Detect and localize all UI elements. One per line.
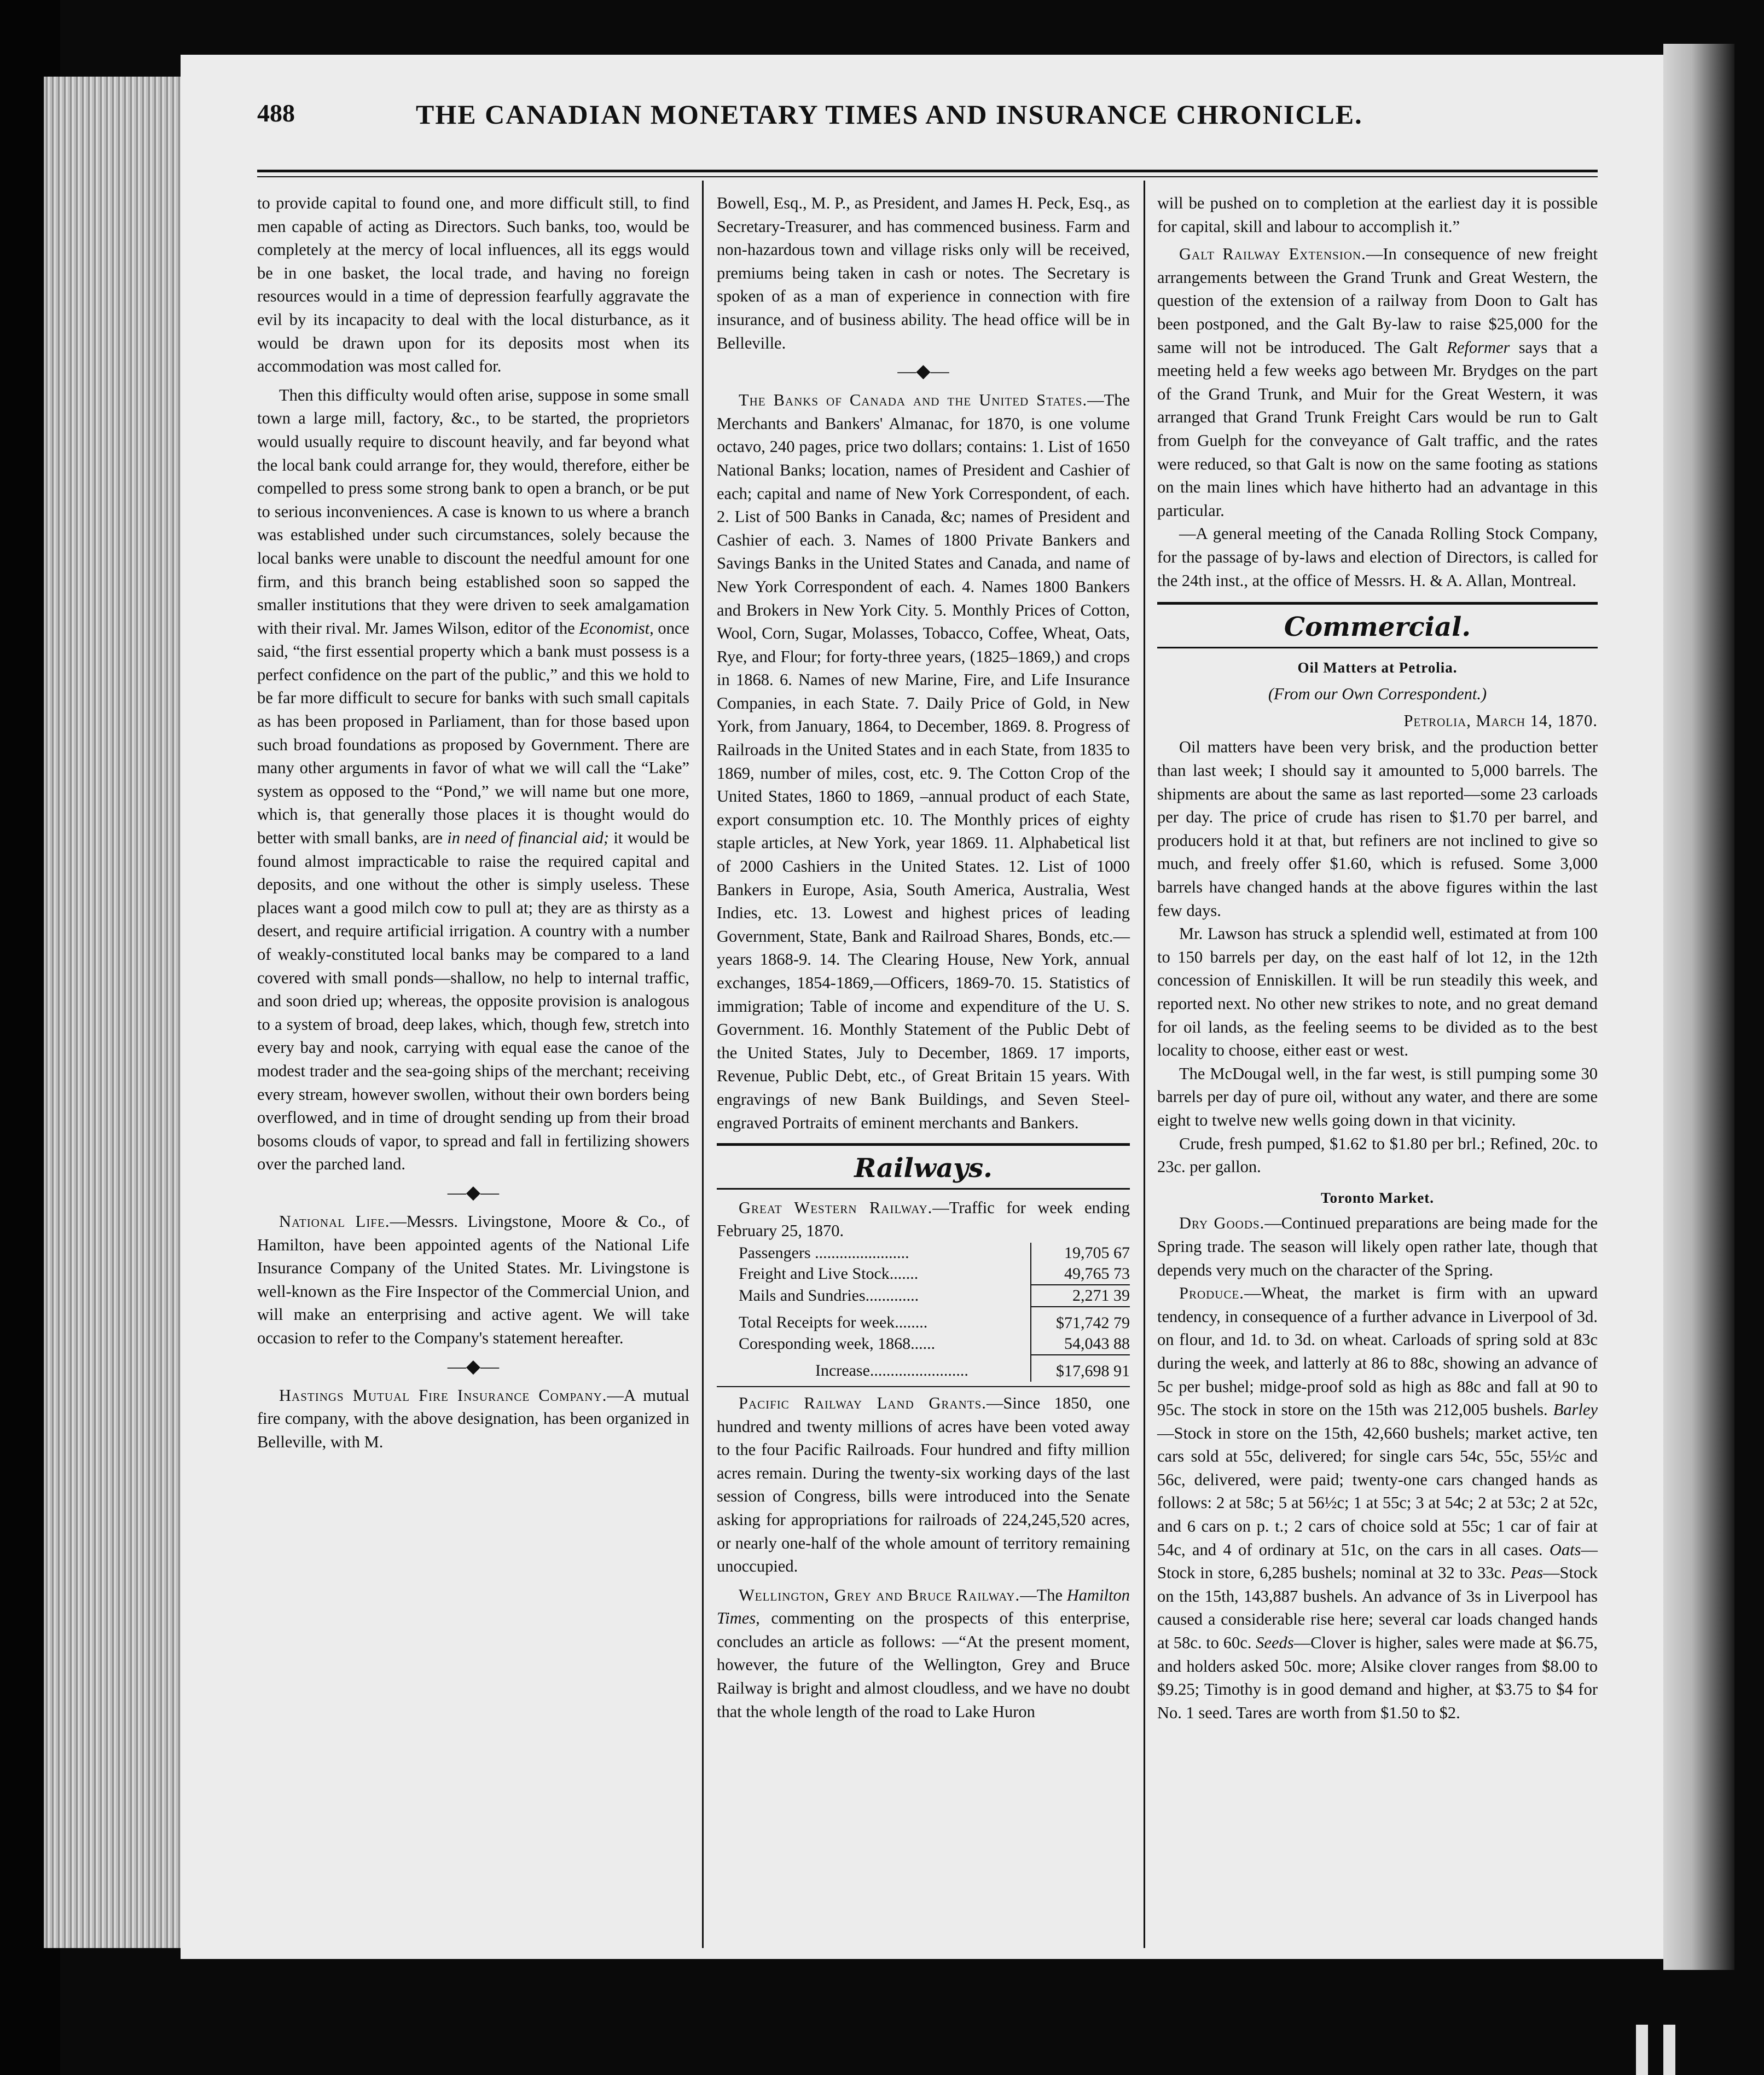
table-row — [717, 1285, 1130, 1307]
header-rule — [257, 170, 1598, 172]
traffic-value: 54,043 88 — [1031, 1334, 1130, 1355]
page-stack — [44, 77, 186, 1948]
article-paragraph: Mr. Lawson has struck a splendid well, estimated at from 100 to 150 barrels per day, on the east half of lot 12, in the 12th concession of Enniskillen. It will be run steadily this week, and reported next. No other new strikes to note, and no great demand for oil lands, as the feeling seems to be divided as to the best locality to choose, either east or west. — [1157, 924, 1598, 1060]
traffic-label: Passengers ....................... — [739, 1243, 909, 1262]
section-divider: —◆— — [897, 361, 949, 382]
traffic-label: Mails and Sundries............. — [739, 1286, 919, 1305]
article-paragraph: Then this difficulty would often arise, suppose in some small town a large mill, factory, &c., to be started, the proprietors would usually require to discount heavily, and far beyond what the local bank could arrange for, they would, therefore, either be compelled to press some strong bank to open a branch, or be put to serious inconveniences. A case is known to us where a branch was established under such circumstances, solely because the local banks were unable to discount the needful amount for one firm, and this branch being established soon so sapped the smaller institutions that they were driven to seek amalgamation with their rival. Mr. James Wilson, editor of the Economist, once said, “the first essential property which a bank must possess is a perfect confidence on the part of the public,” and this we hold to be far more difficult to secure for banks with such small capitals as has been proposed in Parliament, than for those based upon such broad foundations as proposed by Government. There are many other arguments in favor of what we will call the “Lake” system as opposed to the “Pond,” we will name but one more, which is, that generally those places it is thought would do better with small banks, are in need of financial aid; it would be found almost impracticable to raise the required capital and deposits, and one without the other is simply useless. These places want a good milch cow to pull at; they are as thirsty as a desert, and require artificial irrigation. A country with a number of weakly-constituted local banks may be compared to a land covered with small ponds—shallow, no help to internal traffic, and soon dried up; whereas, the opposite provision is analogous to a system of broad, deep lakes, which, though few, stretch into every bay and nook, carrying with equal ease the canoe of the modest trader and the sea-going ships of the merchant; receiving every stream, however swollen, without their own borders being overflowed, and in time of drought sending up from their broad bosoms clouds of vapor, to spread and fall in fertilizing showers over the parched land. — [257, 385, 690, 1174]
wgb-item: Wellington, Grey and Bruce Railway.—The Hamilton Times, commenting on the prospects of this enterprise, concludes an article as follows: —“At the present moment, however, the future of the Wellington, Grey and Bruce Railway is bright and almost cloudless, and we have no doubt that the whole length of the road to Lake Huron — [717, 1585, 1130, 1721]
traffic-label: Increase........................ — [815, 1361, 968, 1380]
header-rule — [257, 176, 1598, 177]
section-rule — [717, 1386, 1130, 1387]
article-paragraph: Oil matters have been very brisk, and the production better than last week; I should say it amounted to 5,000 barrels. The shipments are about the same as last reported—some 23 carloads per day. The price of crude has risen to $1.70 per barrel, and producers hold it at that, but refiners are not inclined to give so much, and freely offer $1.60, which is refused. Some 3,000 barrels have changed hands at the above figures within the last few days. — [1157, 738, 1598, 920]
section-rule — [1157, 602, 1598, 605]
page-number: 488 — [257, 99, 295, 127]
table-row — [717, 1334, 1130, 1355]
section-rule — [1157, 647, 1598, 648]
banks-item: The Banks of Canada and the United States.—The Merchants and Bankers' Almanac, for 1870, is one volume octavo, 240 pages, price two dollars; contains: 1. List of 1650 National Banks; location, names of President and Cashier of each; capital and name of New York Correspondent, of each. 2. List of 500 Banks in Canada, &c; names of President and Cashier of each. 3. Names of 1800 Private Bankers and Savings Banks in the United States and Canada, and name of New York Correspondent of each. 4. Names 1800 Bankers and Brokers in New York City. 5. Monthly Prices of Cotton, Wool, Corn, Sugar, Molasses, Tobacco, Coffee, Wheat, Oats, Rye, and Flour; for forty-three years, (1825–1869,) and crops in 1868. 6. Names of new Marine, Fire, and Life Insurance Companies, in each State. 7. Daily Price of Gold, in New York, from January, 1864, to December, 1869. 8. Progress of Railroads in the United States and in each State, from 1835 to 1869, number of miles, cost, etc. 9. The Cotton Crop of the United States, 1860 to 1869, –annual product of each State, export consumption etc. 10. The Monthly prices of eighty staple articles, at New York, year 1869. 11. Alphabetical list of 2000 Cashiers in the United States. 12. List of 1000 Bankers in Europe, Asia, South America, Australia, West Indies, etc. 13. Lowest and highest prices of leading Government, State, Bank and Railroad Shares, Bonds, etc.—years 1868-9. 14. The Clearing House, New York, annual exchanges, 1854-1869,—Officers, 1869-70. 15. Statistics of immigration; Table of income and expenditure of the U. S. Government. 16. Monthly Statement of the Public Debt of the United States, July to December, 1869. 17 imports, Revenue, Public Debt, etc., of Great Britain 15 years. With engravings of new Bank Buildings, and Seven Steel-engraved Portraits of eminent merchants and Bankers. — [717, 391, 1130, 1132]
newspaper-page — [181, 55, 1663, 1959]
traffic-label: Coresponding week, 1868...... — [739, 1335, 936, 1353]
toronto-heading: Toronto Market. — [1321, 1189, 1434, 1206]
traffic-label: Total Receipts for week........ — [739, 1313, 928, 1332]
table-row — [717, 1307, 1130, 1334]
galt-item: Galt Railway Extension.—In consequence of new freight arrangements between the Grand Trunk and Great Western, the question of the extension of a railway from Doon to Galt has been postponed, and the Galt By-law to raise $25,000 for the same will not be introduced. The Galt Reformer says that a meeting held a few weeks ago between Mr. Brydges on the part of the Grand Trunk, and Muir for the Great Western, it was arranged that Grand Trunk Freight Cars would be run to Galt from Guelph for the conveyance of Galt traffic, and the rates were reduced, so that Galt is now on the same footing as stations on the main lines which have hitherto had an advantage in this particular. — [1157, 245, 1598, 520]
table-row — [717, 1243, 1130, 1263]
national-life-item: National Life.—Messrs. Livingstone, Moore & Co., of Hamilton, have been appointed agents of the National Life Insurance Company of the United States. Mr. Livingstone is well-known as the Fire Inspector of the Commercial Union, and will make an enterprising and active agent. We will take occasion to refer to the Company's statement hereafter. — [257, 1212, 690, 1347]
column-rule — [702, 181, 704, 1948]
gwr-item: Great Western Railway.—Traffic for week ending February 25, 1870. — [717, 1198, 1130, 1241]
article-paragraph: The McDougal well, in the far west, is still pumping some 30 barrels per day of pure oil, without any water, and there are some eight to twelve new wells going down in that vicinity. — [1157, 1064, 1598, 1129]
article-paragraph: Bowell, Esq., M. P., as President, and James H. Peck, Esq., as Secretary-Treasurer, and has commenced business. Farm and non-hazardous town and village risks only will be received, premiums being taken in cash or notes. The Secretary is spoken of as a man of experience in connection with fire insurance, and of business ability. The head office will be in Belleville. — [717, 194, 1130, 352]
traffic-value: 2,271 39 — [1031, 1285, 1130, 1307]
film-mark — [1636, 2025, 1648, 2075]
column-2 — [717, 192, 1130, 1723]
dry-goods-item: Dry Goods.—Continued preparations are being made for the Spring trade. The season will likely open rather late, though that depends very much on the character of the Spring. — [1157, 1214, 1598, 1279]
section-rule — [717, 1143, 1130, 1146]
pacific-item: Pacific Railway Land Grants.—Since 1850, one hundred and twenty millions of acres have been voted away to the four Pacific Railroads. Four hundred and fifty million acres remain. During the twenty-six working days of the last session of Congress, bills were introduced into the Senate asking for appropriations for railroads of 224,245,520 acres, or nearly one-half of the whole amount of territory remaining unoccupied. — [717, 1393, 1130, 1576]
traffic-value: 19,705 67 — [1031, 1243, 1130, 1263]
right-page-edge — [1663, 44, 1734, 1970]
page-header — [257, 98, 1598, 148]
section-divider: —◆— — [447, 1182, 500, 1203]
article-paragraph: will be pushed on to completion at the earliest day it is possible for capital, skill and labour to accomplish it.” — [1157, 194, 1598, 236]
dateline: Petrolia, March 14, 1870. — [1403, 711, 1598, 730]
traffic-table — [717, 1243, 1130, 1382]
masthead-title: THE CANADIAN MONETARY TIMES AND INSURANCE CHRONICLE. — [416, 99, 1363, 130]
commercial-heading: Commercial. — [1284, 612, 1471, 643]
column-3 — [1157, 192, 1598, 1724]
column-1 — [257, 192, 689, 1453]
rolling-stock-item: —A general meeting of the Canada Rolling Stock Company, for the passage of by-laws and election of Directors, is called for the 24th inst., at the office of Messrs. H. & A. Allan, Montreal. — [1157, 524, 1598, 590]
correspondent-note: (From our Own Correspondent.) — [1268, 685, 1487, 704]
table-row — [717, 1263, 1130, 1285]
traffic-value: $71,742 79 — [1031, 1307, 1130, 1334]
traffic-value: $17,698 91 — [1031, 1355, 1130, 1382]
article-paragraph: to provide capital to found one, and more difficult still, to find men capable of acting as Directors. Such banks, too, would be completely at the mercy of local influences, all its eggs would be in one basket, the local trade, and having no foreign resources would in a time of depression fearfully aggravate the evil by its incapacity to deal with the local disturbance, as it would be drawn upon for its deposits most when its accommodation was most called for. — [257, 194, 689, 376]
traffic-value: 49,765 73 — [1031, 1263, 1130, 1285]
oil-heading: Oil Matters at Petrolia. — [1297, 659, 1458, 676]
produce-item: Produce.—Wheat, the market is firm with an upward tendency, in consequence of a further advance in Liverpool of 3d. on flour, and 1d. to 3d. on wheat. Carloads of spring sold at 83c during the week, and latterly at 86 to 88c, showing an advance of 5c per bushel; midge-proof sold as high as 88c and fall at 90 to 95c. The stock in store on the 15th was 212,005 bushels. Barley—Stock in store on the 15th, 42,660 bushels; market active, ten cars sold at 55c, delivered; for single cars 54c, 55c, 55½c and 56c, delivered, were paid; twenty-one cars changed hands as follows: 2 at 58c; 5 at 56½c; 1 at 55c; 3 at 54c; 2 at 53c; 2 at 52c, and 6 cars on p. t.; 2 cars of choice sold at 55c; 1 car of fair at 54c, and 4 of ordinary at 51c, on the cars in all cases. Oats—Stock in store, 6,285 bushels; nominal at 32 to 33c. Peas—Stock on the 15th, 143,887 bushels. An advance of 3s in Liverpool has caused a considerable rise here; several car loads changed hands at 58c. to 60c. Seeds—Clover is higher, sales were made at $6.75, and holders asked 50c. more; Alsike clover ranges from $8.00 to $9.25; Timothy is in good demand and higher, at $3.75 to $4 for No. 1 seed. Tares are worth from $1.50 to $2. — [1157, 1284, 1598, 1722]
section-rule — [717, 1188, 1130, 1190]
table-row — [717, 1355, 1130, 1382]
railways-heading: Railways. — [854, 1153, 993, 1184]
article-paragraph: Crude, fresh pumped, $1.62 to $1.80 per brl.; Refined, 20c. to 23c. per gallon. — [1157, 1134, 1598, 1176]
film-mark — [1663, 2025, 1675, 2075]
column-rule — [1144, 181, 1145, 1948]
hastings-item: Hastings Mutual Fire Insurance Company.—A mutual fire company, with the above designation, has been organized in Belleville, with M. — [257, 1386, 689, 1451]
traffic-label: Freight and Live Stock....... — [739, 1265, 919, 1283]
section-divider: —◆— — [447, 1356, 500, 1377]
